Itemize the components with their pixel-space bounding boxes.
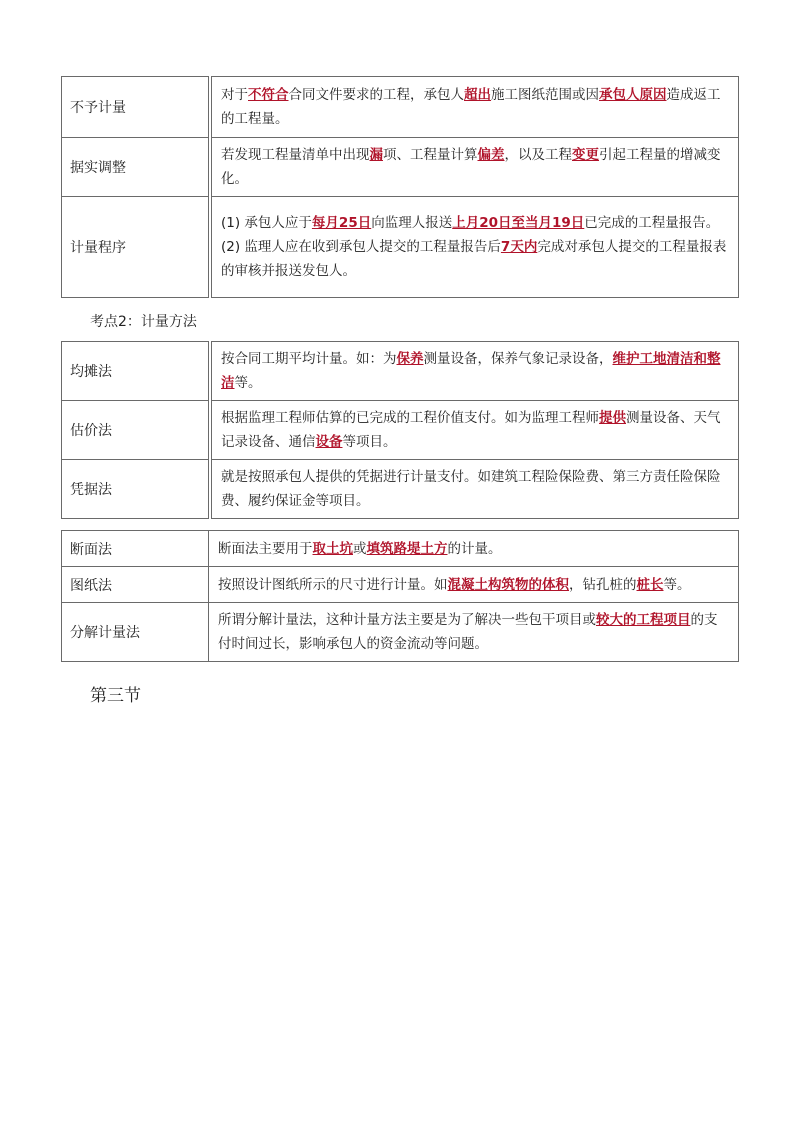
emphasis-text: 维护工地清洁和整洁 — [221, 351, 721, 391]
emphasis-text: 提供 — [599, 410, 626, 426]
emphasis-text: 较大的工程项目 — [596, 612, 691, 628]
body-text: 对于 — [221, 87, 248, 103]
measurement-methods-table — [61, 341, 739, 519]
body-text: 向监理人报送 — [371, 215, 453, 231]
emphasis-text: 混凝土构筑物的体积 — [447, 576, 569, 593]
body-text: 或 — [353, 540, 367, 557]
body-text: 按照设计图纸所示的尺寸进行计量。如 — [218, 576, 448, 593]
body-text: ，以及工程 — [504, 147, 572, 163]
row-label: 据实调整 — [62, 138, 211, 197]
emphasis-text: 桩长 — [636, 576, 664, 593]
row-content — [210, 401, 739, 460]
emphasis-text: 取土坑 — [312, 540, 353, 557]
body-text: 的支付时间过长，影响承包人的资金流动等问题。 — [218, 612, 718, 652]
row-label: 分解计量法 — [62, 603, 209, 662]
body-text: 断面法主要用于 — [218, 540, 313, 557]
body-text: 等项目。 — [342, 434, 397, 450]
emphasis-text: 超出 — [464, 87, 491, 103]
body-text: 若发现工程量清单中出现 — [221, 147, 370, 163]
table-row — [62, 401, 739, 460]
body-text: 等。 — [663, 576, 691, 593]
body-text: 完成对承包人提交的工程量报表的审核并报送发包人。 — [221, 239, 727, 279]
body-text: 项、工程量计算 — [383, 147, 478, 163]
body-text: 施工图纸范围或因 — [491, 87, 599, 103]
table-row — [62, 531, 739, 567]
procedure-line — [221, 211, 730, 235]
row-label: 图纸法 — [62, 567, 209, 603]
row-content — [210, 197, 739, 298]
emphasis-text: 保养 — [396, 351, 424, 367]
table-row — [62, 567, 739, 603]
body-text: 已完成的工程量报告。 — [584, 215, 720, 231]
row-content — [210, 460, 739, 519]
emphasis-text: 变更 — [572, 147, 599, 163]
body-text: 根据监理工程师估算的已完成的工程价值支付。如为监理工程师 — [221, 410, 599, 426]
row-content — [209, 531, 739, 567]
row-content — [209, 567, 739, 603]
body-text: 的计量。 — [447, 540, 502, 557]
row-content — [210, 77, 739, 138]
body-text: 合同文件要求的工程，承包人 — [288, 87, 464, 103]
body-text: 引起工程量的增减变化。 — [221, 147, 721, 187]
body-text: 等。 — [234, 375, 262, 391]
row-content — [209, 603, 739, 662]
table-row — [62, 77, 739, 138]
body-text: 测量设备，保养气象记录设备， — [423, 351, 613, 367]
emphasis-text: 上月20日至当月19日 — [452, 215, 585, 231]
row-label: 估价法 — [62, 401, 211, 460]
table-row — [62, 342, 739, 401]
measurement-methods-table-2 — [61, 530, 739, 662]
row-label: 断面法 — [62, 531, 209, 567]
body-text: (1) 承包人应于 — [221, 215, 312, 231]
procedure-line — [221, 235, 730, 283]
emphasis-text: 每月25日 — [311, 215, 372, 231]
section-title: 第三节 — [90, 686, 141, 706]
emphasis-text: 不符合 — [248, 87, 289, 103]
emphasis-text: 漏 — [369, 147, 383, 163]
body-text: 测量设备、天气记录设备、通信 — [221, 410, 721, 450]
row-label: 计量程序 — [62, 197, 211, 298]
body-text: 造成返工的工程量。 — [221, 87, 721, 127]
table-row — [62, 460, 739, 519]
body-text: 按合同工期平均计量。如：为 — [221, 351, 397, 367]
emphasis-text: 设备 — [315, 434, 343, 450]
emphasis-text: 承包人原因 — [599, 87, 667, 103]
emphasis-text: 偏差 — [477, 147, 505, 163]
row-content — [210, 342, 739, 401]
body-text: (2) 监理人应在收到承包人提交的工程量报告后 — [221, 239, 501, 255]
row-label: 不予计量 — [62, 77, 211, 138]
emphasis-text: 7天内 — [500, 239, 538, 255]
row-label: 均摊法 — [62, 342, 211, 401]
row-label: 凭据法 — [62, 460, 211, 519]
row-content — [210, 138, 739, 197]
table-row — [62, 197, 739, 298]
table-row — [62, 603, 739, 662]
body-text: ，钻孔桩的 — [569, 576, 637, 593]
body-text: 所谓分解计量法，这种计量方法主要是为了解决一些包干项目或 — [218, 612, 596, 628]
table-row — [62, 138, 739, 197]
body-text: 就是按照承包人提供的凭据进行计量支付。如建筑工程险保险费、第三方责任险保险费、履约保证金等项目。 — [221, 469, 721, 509]
section-label: 考点2：计量方法 — [90, 314, 197, 330]
measurement-rules-table — [61, 76, 739, 298]
emphasis-text: 填筑路堤土方 — [366, 540, 448, 557]
